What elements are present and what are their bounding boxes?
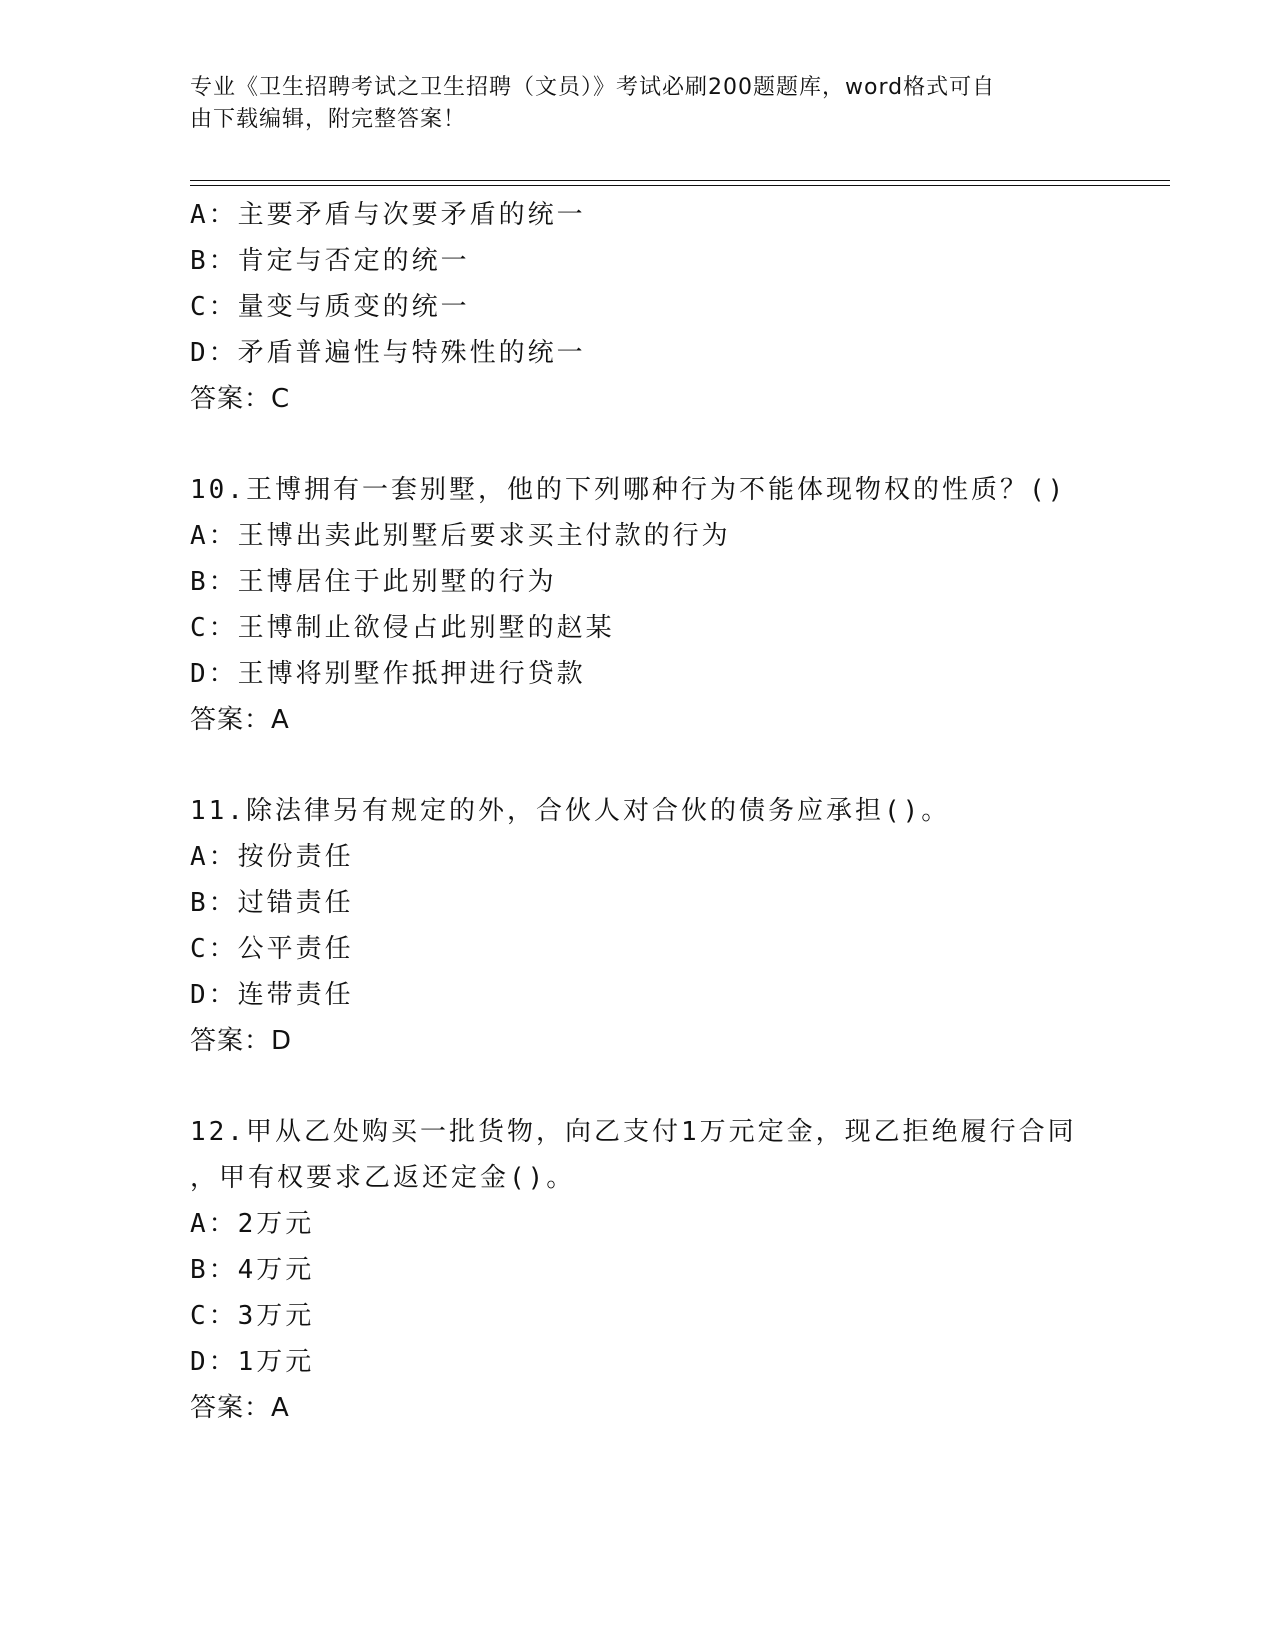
question-stem: 11.除法律另有规定的外，合伙人对合伙的债务应承担()。	[190, 796, 951, 826]
option-c: C：公平责任	[190, 934, 354, 964]
question-gap	[190, 1064, 1090, 1109]
option-c: C：3万元	[190, 1301, 315, 1331]
option-d: D：王博将别墅作抵押进行贷款	[190, 659, 586, 689]
question-list	[190, 192, 1090, 1431]
header-divider-top	[190, 180, 1170, 181]
option-a: A：按份责任	[190, 842, 354, 872]
option-c: C：王博制止欲侵占此别墅的赵某	[190, 613, 615, 643]
question-11	[190, 788, 1090, 1064]
option-a: A：2万元	[190, 1209, 315, 1239]
answer: 答案：A	[190, 1393, 290, 1423]
header-divider-bottom	[190, 185, 1170, 186]
question-10	[190, 467, 1090, 743]
option-b: B：王博居住于此别墅的行为	[190, 567, 557, 597]
option-d: D：矛盾普遍性与特殊性的统一	[190, 338, 586, 368]
option-d: D：连带责任	[190, 980, 354, 1010]
option-c: C：量变与质变的统一	[190, 292, 470, 322]
header-line-1: 专业《卫生招聘考试之卫生招聘（文员）》考试必刷200题题库，word格式可自	[190, 75, 996, 100]
option-a: A：主要矛盾与次要矛盾的统一	[190, 200, 586, 230]
answer: 答案：A	[190, 705, 290, 735]
option-b: B：肯定与否定的统一	[190, 246, 470, 276]
question-stem: 10.王博拥有一套别墅，他的下列哪种行为不能体现物权的性质？()	[190, 475, 1067, 505]
option-b: B：4万元	[190, 1255, 315, 1285]
answer: 答案：D	[190, 1026, 293, 1056]
document-header	[190, 72, 1090, 136]
question-12	[190, 1109, 1090, 1431]
question-9-continued	[190, 192, 1090, 422]
option-b: B：过错责任	[190, 888, 354, 918]
question-stem-continued: ，甲有权要求乙返还定金()。	[190, 1163, 576, 1193]
option-a: A：王博出卖此别墅后要求买主付款的行为	[190, 521, 731, 551]
question-gap	[190, 743, 1090, 788]
question-stem: 12.甲从乙处购买一批货物，向乙支付1万元定金，现乙拒绝履行合同	[190, 1117, 1077, 1147]
answer: 答案：C	[190, 384, 291, 414]
question-gap	[190, 422, 1090, 467]
option-d: D：1万元	[190, 1347, 315, 1377]
header-line-2: 由下载编辑，附完整答案！	[190, 107, 467, 132]
